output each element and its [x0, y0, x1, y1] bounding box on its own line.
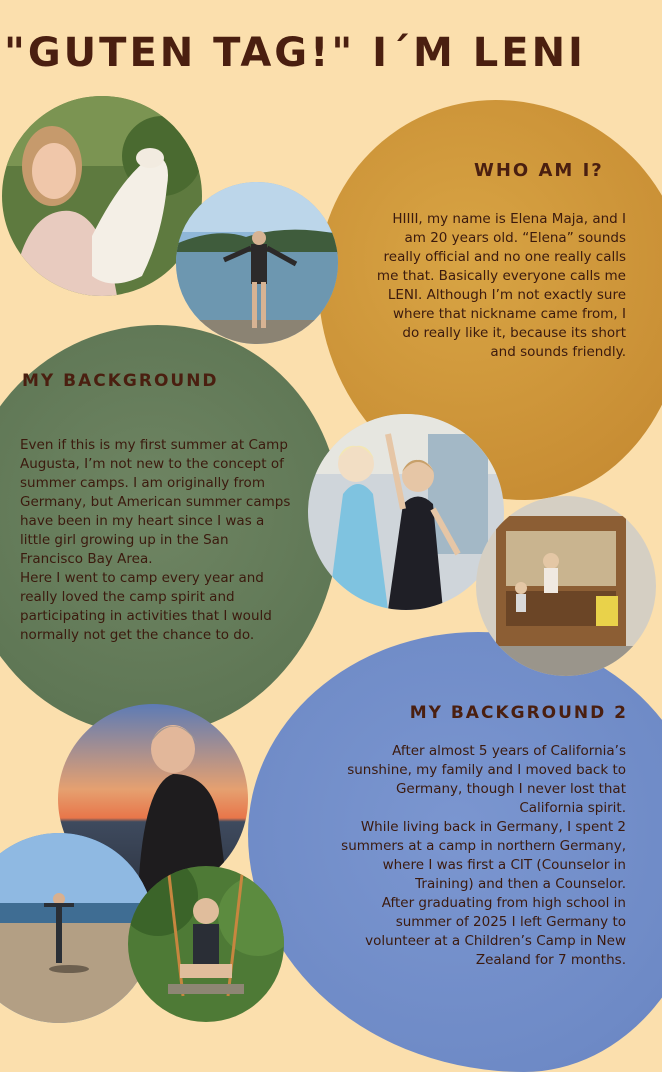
photo-elsa-costume [308, 414, 504, 610]
background-heading-text: MY BACKGROUND [22, 371, 219, 391]
photo-ropes-course [128, 866, 284, 1022]
photo-cable-car [476, 496, 656, 676]
who-am-i-text: HIIII, my name is Elena Maja, and I am 20 years old. “Elena” sounds really official and no one really calls me that. Basically everyone calls me LENI. Although I’m not exactly sure where that nickname came from, I do really like it, because its short and sounds friendly. [376, 211, 626, 360]
background-text: Even if this is my first summer at Camp Augusta, I’m not new to the concept of summer camps. I am originally from Germany, but American summer camps have been in my heart since I was a little girl growing up in the San Francisco Bay Area. Here I went to camp every year and really loved the camp spirit and participating in activities that I would normally not get the chance to do. [20, 437, 291, 643]
page-title: "GUTEN TAG!" I´M LENI [4, 30, 586, 76]
background-2-text: After almost 5 years of California’s sunshine, my family and I moved back to Germany, though I never lost that California spirit. While living back in Germany, I spent 2 summers at a camp in northern Germany, where I was first a CIT (Counselor in Training) and then a Counselor. After graduating from high school in summer of 2025 I left Germany to volunteer at a Children’s Camp in New Zealand for 7 months. [341, 743, 626, 968]
background-2-heading: MY BACKGROUND 2 [409, 703, 628, 723]
photo-girl-with-lamb [2, 96, 202, 296]
background-heading [22, 370, 222, 392]
photo-lake-view [176, 182, 338, 344]
who-am-i-heading: WHO AM I? [474, 160, 604, 181]
